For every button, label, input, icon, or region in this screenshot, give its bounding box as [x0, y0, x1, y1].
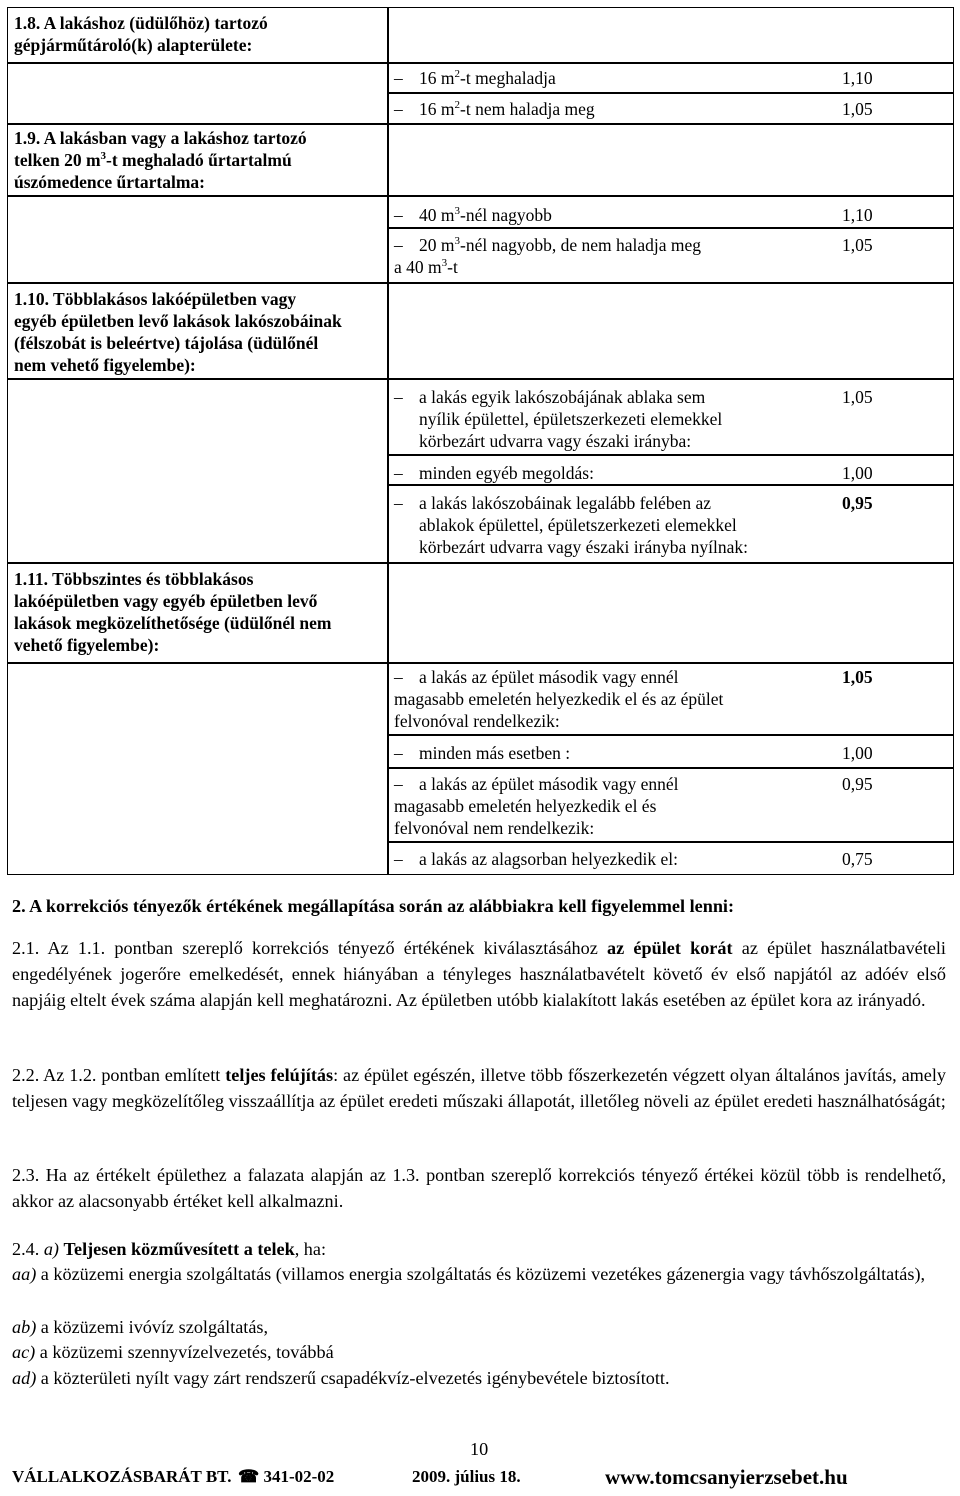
- value-basement: 0,75: [842, 849, 873, 869]
- paragraph-2-3: 2.3. Ha az értékelt épülethez a falazata alapján az 1.3. pontban szereplő korrekciós tényező értékei közül több is rendelhető, akkor az alacsonyabb értéket kell alkalmazni.: [12, 1165, 946, 1211]
- page-number: 10: [470, 1439, 489, 1459]
- list-item-ab: ab) a közüzemi ivóvíz szolgáltatás,: [12, 1317, 269, 1337]
- option-upper-floor-lift: – a lakás az épület második vagy ennél magasabb emeletén helyezkedik el és az épület felvonóval rendelkezik:: [394, 667, 724, 731]
- value-upper-floor-lift: 1,05: [842, 667, 873, 687]
- empty-cell: [7, 379, 388, 563]
- section-1-9-line2: telken 20 $m^3-t$ meghaladó űrtartalmú: [14, 150, 292, 170]
- section-1-8-line1: 1.8. A lakáshoz (üdülőhöz) tartozó: [14, 13, 268, 33]
- paragraph-2-1: 2.1. Az 1.1. pontban szereplő korrekciós tényező értékének kiválasztásához az épület korát az épület használatbavételi engedélyének jogerőre emelkedését, ennek hiányában a tényleges használatbavételt követő év első napjától az adóév első napjáig eltelt évek száma alapján kell meghatározni. Az épületben utóbb kialakított lakás esetében az épület kora az irányadó.: [12, 938, 946, 1010]
- section-1-11-line1: 1.11. Többszintes és többlakásos: [14, 569, 254, 589]
- value-other-solution: 1,00: [842, 463, 873, 483]
- footer-company: VÁLLALKOZÁSBARÁT BT.: [12, 1467, 232, 1486]
- section-1-10-line1: 1.10. Többlakásos lakóépületben vagy: [14, 289, 297, 309]
- section-1-11-line4: vehető figyelembe):: [14, 635, 160, 655]
- option-upper-floor-no-lift: – a lakás az épület második vagy ennél magasabb emeletén helyezkedik el és felvonóval nem rendelkezik:: [394, 774, 679, 838]
- option-no-window: – a lakás egyik lakószobájának ablaka sem nyílik épülettel, épületszerkezeti elemekkel körbezárt udvarra vagy északi irányba:: [394, 387, 723, 451]
- footer-phone: ☎ 341-02-02: [238, 1467, 335, 1486]
- option-16m2-not-over: – 16 $m^2-t$ nem haladja meg: [394, 99, 595, 119]
- section-1-9-line3: úszómedence űrtartalma:: [14, 172, 205, 192]
- paragraph-2-2: 2.2. Az 1.2. pontban említett teljes felújítás: az épület egészén, illetve több főszerkezetén végzett olyan általános javítás, amely teljesen vagy megközelítőleg visszaállítja az épület eredeti műszaki állapotát, illetőleg növeli az épület eredeti használhatóságát;: [12, 1065, 947, 1111]
- value-upper-floor-no-lift: 0,95: [842, 774, 873, 794]
- empty-cell: [388, 7, 954, 63]
- section-1-10-line3: (félszobát is beleértve) tájolása (üdülőnél: [14, 333, 319, 353]
- section-1-11-line2: lakóépületben vagy egyéb épületben levő: [14, 591, 318, 611]
- option-half-windows: – a lakás lakószobáinak legalább felében az ablakok épülettel, épületszerkezeti elemekkel körbezárt udvarra vagy északi irányba nyílnak:: [394, 493, 748, 557]
- footer-website[interactable]: www.tomcsanyierzsebet.hu: [605, 1465, 848, 1489]
- telephone-icon: ☎: [238, 1467, 260, 1486]
- empty-cell: [7, 196, 388, 283]
- list-item-ac: ac) a közüzemi szennyvízelvezetés, továbbá: [12, 1342, 334, 1362]
- option-other-case: – minden más esetben :: [394, 743, 571, 763]
- section-1-10-line4: nem vehető figyelembe):: [14, 355, 196, 375]
- value-no-window: 1,05: [842, 387, 873, 407]
- value-20-40m3: 1,05: [842, 235, 873, 255]
- section-1-9-cell: [7, 124, 388, 196]
- option-40m3-over: – 40 $m^3$-nél nagyobb: [394, 205, 552, 225]
- option-20-40m3: – 20 $m^3$-nél nagyobb, de nem haladja meg a 40 $m^3-t$: [394, 235, 702, 277]
- section-2-heading: 2. A korrekciós tényezők értékének megállapítása során az alábbiakra kell figyelemmel lenni:: [12, 896, 735, 916]
- option-16m2-over: – 16 $m^2-t$ meghaladja: [394, 68, 556, 88]
- empty-cell: [7, 63, 388, 124]
- value-half-windows: 0,95: [842, 493, 873, 513]
- value-16m2-not-over: 1,05: [842, 99, 873, 119]
- value-16m2-over: 1,10: [842, 68, 873, 88]
- value-40m3-over: 1,10: [842, 205, 873, 225]
- section-1-11-line3: lakások megközelíthetősége (üdülőnél nem: [14, 613, 332, 633]
- empty-cell: [388, 283, 954, 379]
- paragraph-2-4: 2.4. a) Teljesen közművesített a telek, ha:: [12, 1239, 327, 1259]
- empty-cell: [388, 124, 954, 196]
- empty-cell: [388, 563, 954, 663]
- list-item-aa: aa) a közüzemi energia szolgáltatás (villamos energia szolgáltatás és közüzemi vezetékes gázenergia vagy távhőszolgáltatás),: [12, 1264, 926, 1284]
- footer-date: 2009. július 18.: [412, 1467, 521, 1486]
- option-other-solution: – minden egyéb megoldás:: [394, 463, 594, 483]
- section-1-10-line2: egyéb épületben levő lakások lakószobáinak: [14, 311, 342, 331]
- value-other-case: 1,00: [842, 743, 873, 763]
- section-1-8-cell: [7, 7, 388, 63]
- list-item-ad: ad) a közterületi nyílt vagy zárt rendszerű csapadékvíz-elvezetés igénybevétele biztosított.: [12, 1368, 670, 1388]
- section-1-8-line2: gépjárműtároló(k) alapterülete:: [14, 35, 253, 55]
- section-1-10-cell: [7, 283, 388, 379]
- option-basement: – a lakás az alagsorban helyezkedik el:: [394, 849, 678, 869]
- empty-cell: [7, 663, 388, 875]
- section-1-9-line1: 1.9. A lakásban vagy a lakáshoz tartozó: [14, 128, 307, 148]
- section-1-11-cell: [7, 563, 388, 663]
